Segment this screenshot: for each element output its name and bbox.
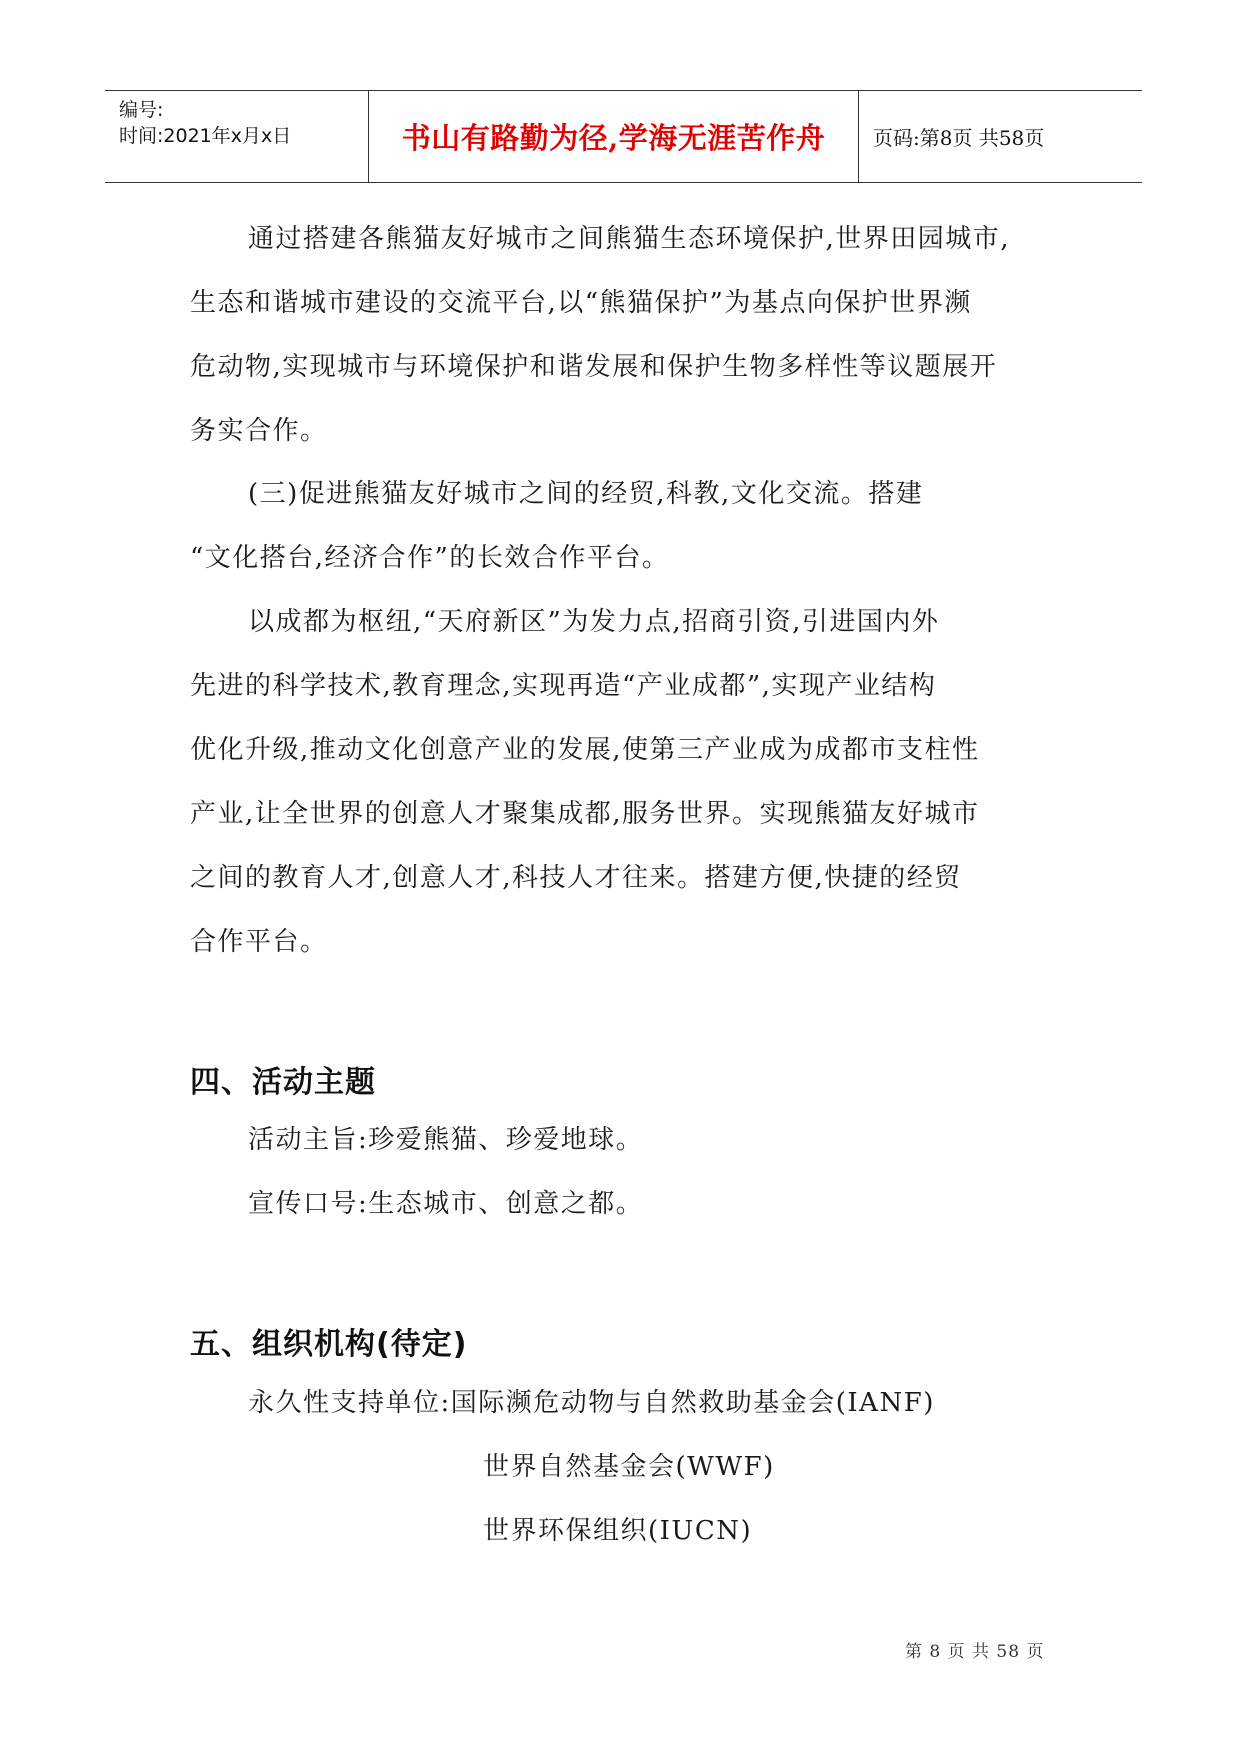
support-unit-iucn: 世界环保组织(IUCN) bbox=[483, 1516, 753, 1546]
document-date: 时间:2021年x月x日 bbox=[119, 125, 292, 147]
support-unit-wwf: 世界自然基金会(WWF) bbox=[483, 1452, 775, 1482]
paragraph-line: “文化搭台,经济合作”的长效合作平台。 bbox=[190, 543, 670, 573]
paragraph-line: (三)促进熊猫友好城市之间的经贸,科教,文化交流。搭建 bbox=[248, 479, 924, 509]
paragraph-line: 危动物,实现城市与环境保护和谐发展和保护生物多样性等议题展开 bbox=[190, 352, 998, 382]
paragraph-line: 通过搭建各熊猫友好城市之间熊猫生态环境保护,世界田园城市, bbox=[248, 224, 1011, 254]
page-header bbox=[105, 90, 1142, 183]
paragraph-line: 务实合作。 bbox=[190, 416, 328, 446]
section-heading-organization: 五、组织机构(待定) bbox=[190, 1327, 468, 1362]
paragraph-line: 先进的科学技术,教育理念,实现再造“产业成都”,实现产业结构 bbox=[190, 671, 937, 701]
paragraph-line: 合作平台。 bbox=[190, 927, 328, 957]
header-motto: 书山有路勤为径,学海无涯苦作舟 bbox=[369, 91, 859, 182]
paragraph-line: 产业,让全世界的创意人才聚集成都,服务世界。实现熊猫友好城市 bbox=[190, 799, 980, 829]
header-page-info: 页码:第8页 共58页 bbox=[873, 126, 1045, 150]
support-unit-line: 永久性支持单位:国际濒危动物与自然救助基金会(IANF) bbox=[248, 1388, 935, 1418]
document-number-label: 编号: bbox=[119, 99, 164, 121]
paragraph-line: 优化升级,推动文化创意产业的发展,使第三产业成为成都市支柱性 bbox=[190, 735, 980, 765]
activity-purpose: 活动主旨:珍爱熊猫、珍爱地球。 bbox=[248, 1125, 644, 1155]
paragraph-line: 以成都为枢纽,“天府新区”为发力点,招商引资,引进国内外 bbox=[248, 607, 940, 637]
header-meta bbox=[105, 91, 369, 182]
activity-slogan: 宣传口号:生态城市、创意之都。 bbox=[248, 1189, 644, 1219]
page-footer-number: 第 8 页 共 58 页 bbox=[905, 1642, 1045, 1662]
paragraph-line: 生态和谐城市建设的交流平台,以“熊猫保护”为基点向保护世界濒 bbox=[190, 288, 972, 318]
paragraph-line: 之间的教育人才,创意人才,科技人才往来。搭建方便,快捷的经贸 bbox=[190, 863, 962, 893]
section-heading-theme: 四、活动主题 bbox=[190, 1065, 376, 1100]
